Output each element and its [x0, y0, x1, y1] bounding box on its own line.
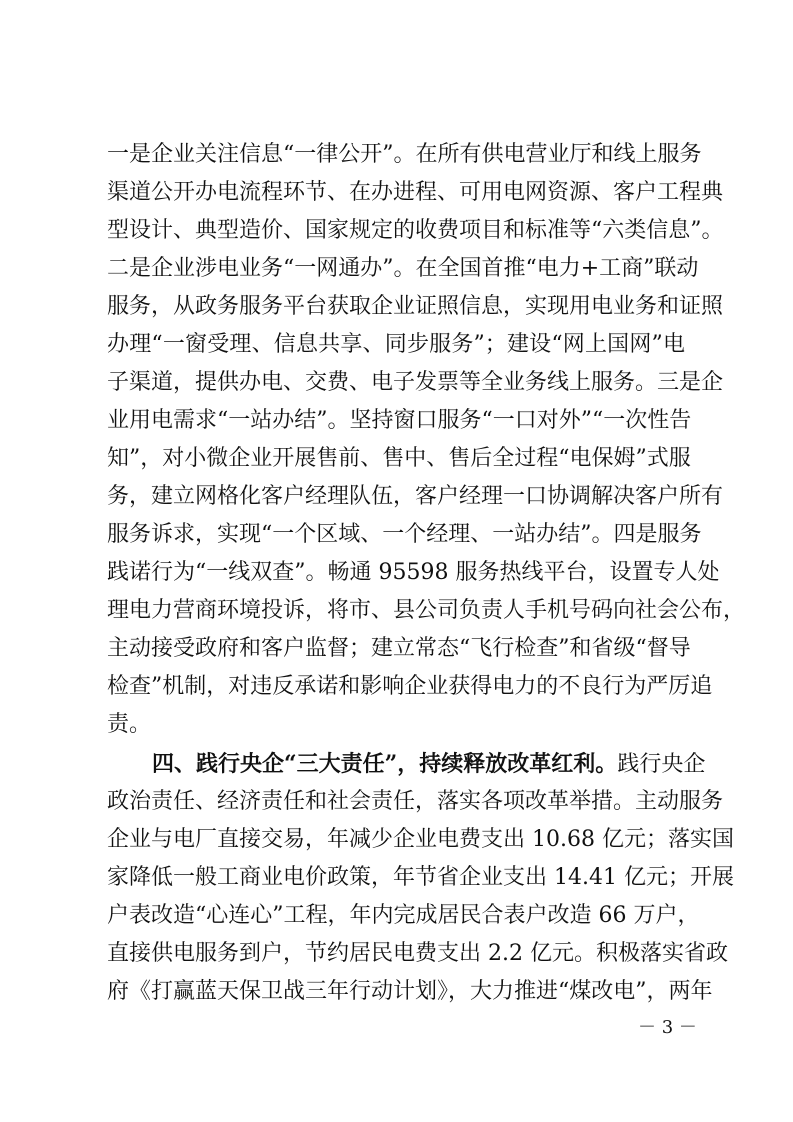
body-line: 二是企业涉电业务“一网通办”。在全国首推“电力+工商”联动: [107, 256, 699, 281]
body-line: 户表改造“心连心”工程，年内完成居民合表户改造 66 万户，: [107, 903, 700, 928]
body-line: 检查”机制，对违反承诺和影响企业获得电力的不良行为严厉追: [107, 674, 713, 699]
body-line: 型设计、典型造价、国家规定的收费项目和标准等“六类信息”。: [107, 218, 724, 243]
body-line: 直接供电服务到户，节约居民电费支出 2.2 亿元。积极落实省政: [107, 941, 728, 966]
body-line: 践诺行为“一线双查”。畅通 95598 服务热线平台，设置专人处: [107, 560, 720, 585]
body-line: 办理“一窗受理、信息共享、同步服务”；建设“网上国网”电: [107, 332, 685, 357]
section-heading: 四、践行央企“三大责任”，持续释放改革红利。: [152, 751, 618, 777]
body-line: 知”，对小微企业开展售前、售中、售后全过程“电保姆”式服: [107, 446, 691, 471]
body-line: 企业与电厂直接交易，年减少企业电费支出 10.68 亿元；落实国: [107, 827, 734, 852]
body-line: 务，建立网格化客户经理队伍，客户经理一口协调解决客户所有: [107, 484, 724, 509]
body-line: 服务诉求，实现“一个区域、一个经理、一站办结”。四是服务: [107, 522, 702, 547]
section-heading-rest: 践行央企: [617, 752, 706, 777]
body-line: 服务，从政务服务平台获取企业证照信息，实现用电业务和证照: [107, 294, 724, 319]
body-line: 渠道公开办电流程环节、在办进程、可用电网资源、客户工程典: [107, 180, 724, 205]
body-line: 子渠道，提供办电、交费、电子发票等全业务线上服务。三是企: [107, 370, 724, 395]
body-line: 主动接受政府和客户监督；建立常态“飞行检查”和省级“督导: [107, 636, 691, 661]
body-line: 理电力营商环境投诉，将市、县公司负责人手机号码向社会公布，: [107, 598, 746, 623]
section-first-line: [152, 745, 706, 783]
body-line: 政治责任、经济责任和社会责任，落实各项改革举措。主动服务: [107, 789, 724, 814]
page-number: － 3 －: [638, 1017, 697, 1038]
body-line: 府《打赢蓝天保卫战三年行动计划》，大力推进“煤改电”，两年: [107, 979, 713, 1004]
body-line: 一是企业关注信息“一律公开”。在所有供电营业厅和线上服务: [107, 142, 702, 167]
body-line: 业用电需求“一站办结”。坚持窗口服务“一口对外”“一次性告: [107, 408, 692, 433]
body-line-last: 责。: [107, 712, 152, 737]
body-line: 家降低一般工商业电价政策，年节省企业支出 14.41 亿元；开展: [107, 865, 734, 890]
